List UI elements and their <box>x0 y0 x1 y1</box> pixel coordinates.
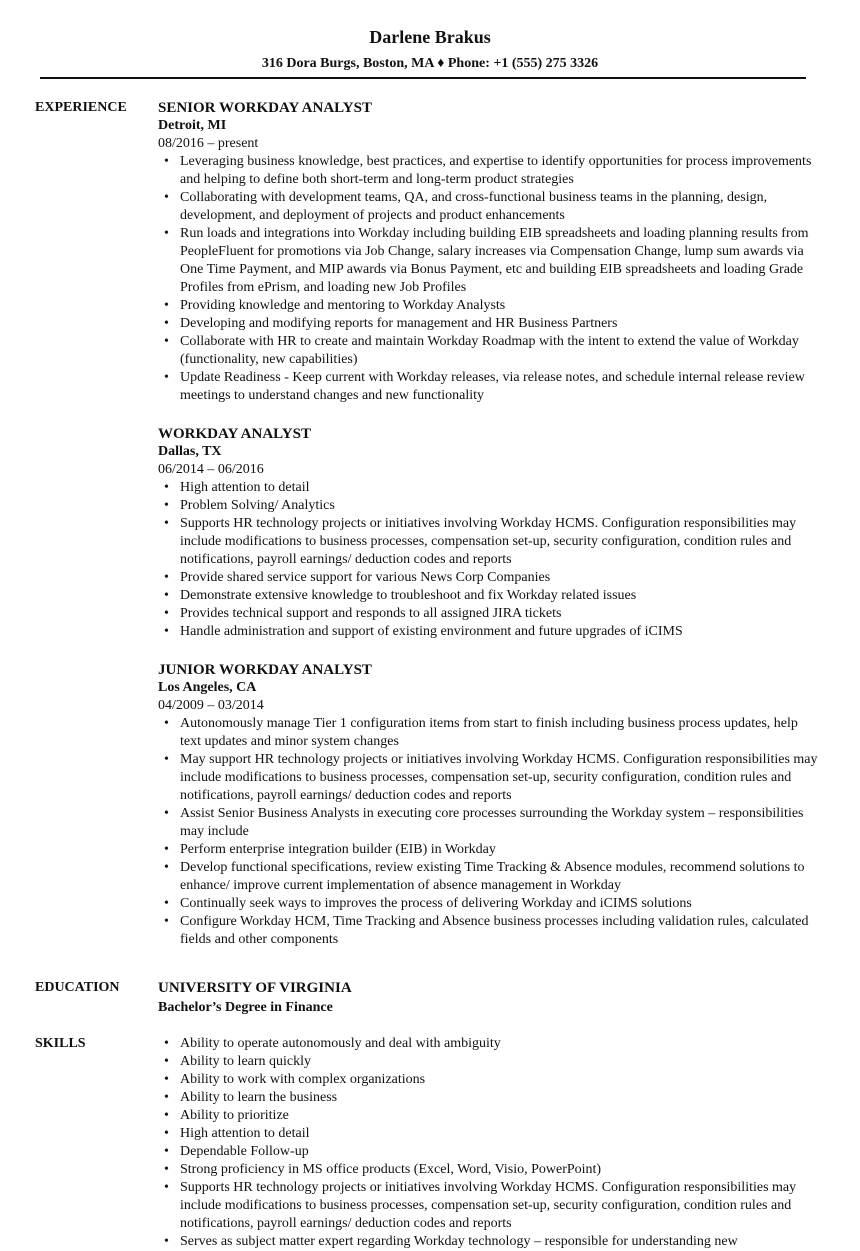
bullet-item: • Provides technical support and responds to all assigned JIRA tickets <box>158 605 818 623</box>
skill-item: • Ability to prioritize <box>158 1107 818 1125</box>
job-dates: 06/2014 – 06/2016 <box>158 462 264 477</box>
job-bullets <box>158 153 818 405</box>
bullet-item: • Developing and modifying reports for management and HR Business Partners <box>158 315 818 333</box>
bullet-item: • Continually seek ways to improves the process of delivering Workday and iCIMS solutions <box>158 895 818 913</box>
skill-item: • Ability to operate autonomously and deal with ambiguity <box>158 1035 818 1053</box>
bullet-item: • Providing knowledge and mentoring to Workday Analysts <box>158 297 818 315</box>
degree: Bachelor’s Degree in Finance <box>158 1000 333 1015</box>
skill-item: • Serves as subject matter expert regarding Workday technology – responsible for understanding new <box>158 1233 818 1251</box>
skill-item: • Supports HR technology projects or initiatives involving Workday HCMS. Configuration responsibilities may include modifications to business processes, compensation set-up, security configuration, condition rules and notifications, payroll earnings/ deduction codes and reports <box>158 1179 818 1233</box>
skills-label: SKILLS <box>35 1036 86 1051</box>
skill-item: • Ability to learn quickly <box>158 1053 818 1071</box>
bullet-item: • High attention to detail <box>158 479 818 497</box>
bullet-item: • Autonomously manage Tier 1 configuration items from start to finish including business process updates, help text updates and minor system changes <box>158 715 818 751</box>
bullet-item: • Problem Solving/ Analytics <box>158 497 818 515</box>
bullet-item: • Leveraging business knowledge, best practices, and expertise to identify opportunities for process improvements and helping to define both short-term and long-term product strategies <box>158 153 818 189</box>
bullet-item: • Update Readiness - Keep current with Workday releases, via release notes, and schedule internal release review meetings to understand changes and new functionality <box>158 369 818 405</box>
bullet-item: • Demonstrate extensive knowledge to troubleshoot and fix Workday related issues <box>158 587 818 605</box>
job-location: Los Angeles, CA <box>158 680 257 695</box>
education-content <box>158 979 818 1017</box>
job-entry <box>158 661 818 949</box>
job-dates: 04/2009 – 03/2014 <box>158 698 264 713</box>
education-label: EDUCATION <box>35 980 120 995</box>
job-dates: 08/2016 – present <box>158 136 259 151</box>
bullet-item: • Collaborating with development teams, QA, and cross-functional business teams in the planning, design, development, and deployment of projects and product enhancements <box>158 189 818 225</box>
job-title: SENIOR WORKDAY ANALYST <box>158 100 372 116</box>
bullet-item: • Supports HR technology projects or initiatives involving Workday HCMS. Configuration responsibilities may include modifications to business processes, compensation set-up, security configuration, condition rules and notifications, payroll earnings/ deduction codes and reports <box>158 515 818 569</box>
skill-item: • Ability to learn the business <box>158 1089 818 1107</box>
bullet-item: • May support HR technology projects or initiatives involving Workday HCMS. Configuration responsibilities may include modifications to business processes, compensation set-up, security configuration, condition rules and notifications, payroll earnings/ deduction codes and reports <box>158 751 818 805</box>
bullet-item: • Collaborate with HR to create and maintain Workday Roadmap with the intent to extend the value of Workday (functionality, new capabilities) <box>158 333 818 369</box>
job-entry <box>158 425 818 641</box>
job-entry <box>158 99 818 405</box>
skill-item: • Dependable Follow-up <box>158 1143 818 1161</box>
job-location: Detroit, MI <box>158 118 227 133</box>
skills-list <box>158 1035 818 1251</box>
bullet-item: • Perform enterprise integration builder (EIB) in Workday <box>158 841 818 859</box>
contact-line: 316 Dora Burgs, Boston, MA ♦ Phone: +1 (555) 275 3326 <box>261 56 599 71</box>
job-location: Dallas, TX <box>158 444 222 459</box>
header-divider <box>40 77 806 79</box>
bullet-item: • Develop functional specifications, review existing Time Tracking & Absence modules, recommend solutions to enhance/ improve current implementation of absence management in Workday <box>158 859 818 895</box>
job-title: JUNIOR WORKDAY ANALYST <box>158 662 372 678</box>
job-bullets <box>158 715 818 949</box>
resume-header <box>0 24 860 74</box>
candidate-name: Darlene Brakus <box>369 27 491 47</box>
skills-content <box>158 1035 818 1251</box>
skill-item: • Ability to work with complex organizations <box>158 1071 818 1089</box>
experience-label: EXPERIENCE <box>35 100 127 115</box>
skill-item: • Strong proficiency in MS office products (Excel, Word, Visio, PowerPoint) <box>158 1161 818 1179</box>
bullet-item: • Run loads and integrations into Workday including building EIB spreadsheets and loading planning results from PeopleFluent for promotions via Job Change, salary increases via Compensation Change, lump sum awards via One Time Payment, and MIP awards via Bonus Payment, etc and building EIB spreadsheets and loading Grade Profiles from ePrism, and loading new Job Profiles <box>158 225 818 297</box>
job-title: WORKDAY ANALYST <box>158 426 311 442</box>
bullet-item: • Configure Workday HCM, Time Tracking and Absence business processes including validation rules, calculated fields and other components <box>158 913 818 949</box>
bullet-item: • Assist Senior Business Analysts in executing core processes surrounding the Workday system – responsibilities may include <box>158 805 818 841</box>
job-bullets <box>158 479 818 641</box>
bullet-item: • Handle administration and support of existing environment and future upgrades of iCIMS <box>158 623 818 641</box>
skill-item: • High attention to detail <box>158 1125 818 1143</box>
school-name: UNIVERSITY OF VIRGINIA <box>158 980 352 996</box>
bullet-item: • Provide shared service support for various News Corp Companies <box>158 569 818 587</box>
experience-content <box>158 99 818 969</box>
